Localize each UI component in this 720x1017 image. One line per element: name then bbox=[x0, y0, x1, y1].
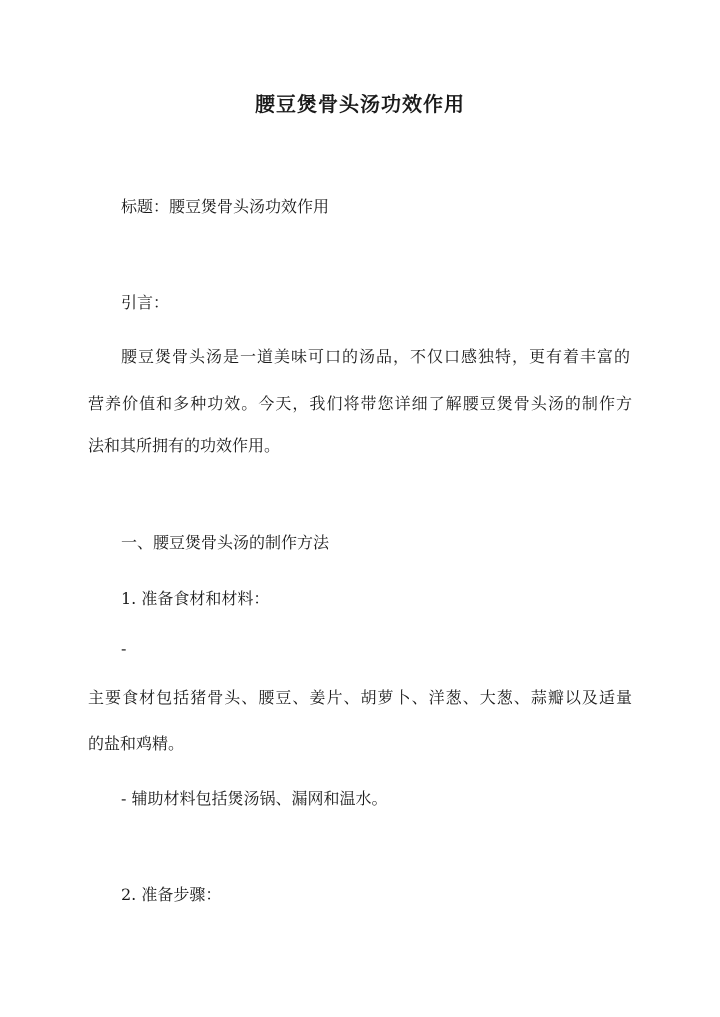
main-ingredients-line-1: 主要食材包括猪骨头、腰豆、姜片、胡萝卜、洋葱、大葱、蒜瓣以及适量 bbox=[88, 688, 632, 707]
auxiliary-materials-line: - 辅助材料包括煲汤锅、漏网和温水。 bbox=[121, 789, 388, 808]
subject-line: 标题：腰豆煲骨头汤功效作用 bbox=[121, 197, 330, 216]
step-2-heading: 2. 准备步骤： bbox=[121, 885, 222, 904]
section-1-heading: 一、腰豆煲骨头汤的制作方法 bbox=[121, 533, 330, 552]
document-title: 腰豆煲骨头汤功效作用 bbox=[255, 92, 465, 116]
intro-paragraph-line-1: 腰豆煲骨头汤是一道美味可口的汤品，不仅口感独特，更有着丰富的 bbox=[121, 347, 630, 366]
intro-heading: 引言： bbox=[121, 293, 170, 312]
step-1-heading: 1. 准备食材和材料： bbox=[121, 589, 270, 608]
intro-paragraph-line-2: 营养价值和多种功效。今天，我们将带您详细了解腰豆煲骨头汤的制作方 bbox=[88, 394, 632, 413]
intro-paragraph-line-3: 法和其所拥有的功效作用。 bbox=[88, 436, 281, 455]
main-ingredients-line-2: 的盐和鸡精。 bbox=[88, 734, 185, 753]
bullet-dash: - bbox=[121, 639, 127, 658]
